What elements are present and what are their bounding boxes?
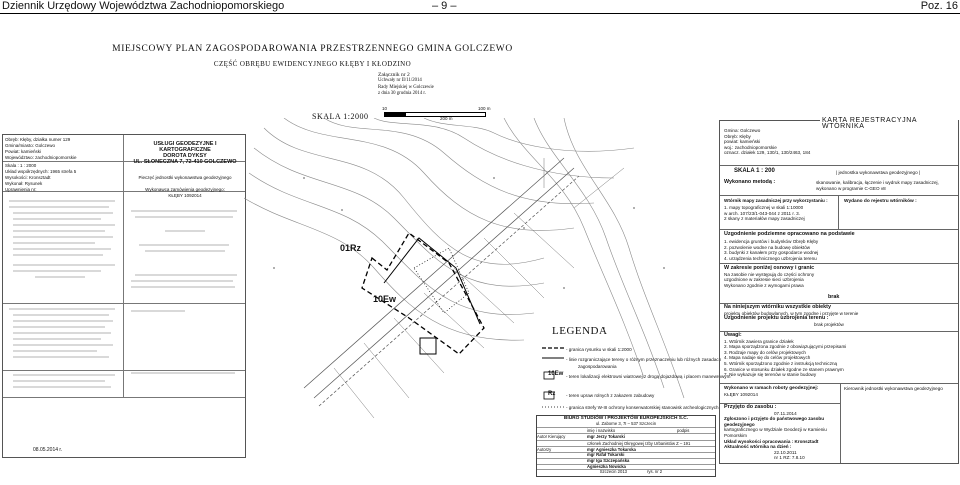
card-text: Gmina: Golczewo [724, 128, 761, 133]
card-notes-label: W zakresie poniżej osnowy i granic [724, 265, 815, 271]
card-text: 1. ewidencja gruntów i budynków Obręb Kłęby [724, 239, 819, 244]
card-notes [724, 266, 954, 288]
card-text: uzgodnione w zakresie sieci uzbrojenia [724, 277, 804, 283]
position-number: Poz. 16 [920, 0, 958, 12]
legend-item: - granica rysunku w skali 1:2000 [566, 347, 632, 352]
card-final-date: 22.10.2011 [774, 449, 797, 455]
authors-header-row [537, 427, 715, 433]
authors-col-name: imię i nazwisko [587, 427, 616, 433]
height-marks [273, 177, 665, 329]
card-text: 4. Mapa nadaje się do celów projektowych [724, 355, 811, 361]
card-none: brak [828, 294, 840, 300]
card-text: w arch. 107/23/1-043-044 z 2011 r. 3. [724, 210, 801, 216]
card-text: brak projektów [814, 321, 844, 327]
attachment-line: z dnia 30 grudnia 2014 r. [378, 90, 426, 96]
registration-card [719, 117, 959, 464]
card-method-label: Wykonano metodą : [724, 179, 776, 185]
panel-text: Wykonawca zamówienia geodezyjnego: [145, 187, 225, 192]
panel-text: Obręb: Kłęby, działka numer 129 [5, 137, 71, 142]
card-text: woj.: zachodniopomorskie [724, 144, 777, 150]
card-text: powiat: kamieński [724, 139, 761, 145]
card-changes-label: Wtórnik mapy zasadniczej przy wykorzystaniu : [724, 198, 828, 203]
authors-table [536, 415, 716, 477]
card-text: kartograficznego w Wydziale Geodezji w Kamieniu Pomorskim [724, 427, 827, 438]
card-text: 1. Wtórnik zawiera granice działek [724, 338, 794, 344]
panel-company [127, 141, 243, 165]
card-scale: SKALA 1 : 200 [734, 168, 775, 174]
header-rule [0, 13, 960, 14]
panel-text: USŁUGI GEODEZYJNE I KARTOGRAFICZNE [153, 141, 217, 153]
attachment-line: Załącznik nr 2 [378, 72, 410, 78]
authors-role [537, 453, 587, 458]
panel-text: Wykonał: Rysunek [5, 181, 43, 186]
card-buildings [724, 305, 954, 327]
scale-tick-mid: 200 m [440, 116, 453, 121]
zone-label-rz: 01Rz [340, 243, 362, 253]
company-address: ul. Zaborne 3, 7I – 537 Szczecin [595, 421, 657, 427]
card-text: 5. Wtórnik sporządzono zgodnie z instrukcją techniczną [724, 360, 838, 366]
authors-person: Agnieszka Nowicka [587, 463, 626, 469]
card-cert-label: Zgłoszono i przyjęto do państwowego zasobu geodezyjnego [724, 416, 825, 427]
card-text: Obręb: Kłęby [724, 133, 751, 139]
card-agreement-label: Uzgodnienie podziemne opracowano na podstawie [724, 231, 855, 237]
card-rule [838, 195, 839, 229]
card-rule [720, 383, 958, 384]
card-company: Kierownik jednostki wykonawstwa geodezyjnego [844, 386, 943, 391]
legend-item: - teren upraw rolnych z zakazem zabudowy [566, 393, 655, 398]
panel-text: Układ współrzędnych: 1965 strefa 5 [5, 169, 77, 174]
plan-title: MIEJSCOWY PLAN ZAGOSPODAROWANIA PRZESTRZENNEGO GMINA GOLCZEWO [112, 44, 513, 54]
card-text: projektu obiektów budowlanych, w tym zgodne i przyjęte w terenie [724, 310, 859, 316]
page-header [0, 0, 960, 14]
card-text: Na zasobie nie występują do części ochrony [724, 271, 815, 277]
card-text: 2 skany z materiałów mapy zasadniczej [724, 216, 805, 222]
authors-role: Autorzy [537, 447, 552, 453]
card-rule [720, 229, 958, 230]
card-rule [840, 383, 841, 463]
legend-item: - teren lokalizacji elektrowni wiatrowej z drogą dojazdową i placem manewrowym [566, 374, 731, 379]
card-buildings-label: Na niniejszym wtórniku wszystkie obiekty [724, 304, 831, 310]
card-heights-value: Aktualność wtórnika na dzień : [724, 444, 792, 450]
legend-symbols [538, 344, 568, 414]
legend-symbol-rz: Rz [548, 391, 556, 397]
card-remarks [724, 333, 954, 378]
journal-title: Dziennik Urzędowy Województwa Zachodniopomorskiego [2, 0, 285, 12]
card-scale-note: | jednostka wykonawstwa geodezyjnego | [836, 170, 921, 175]
authors-role [537, 459, 587, 464]
scale-tick-end: 100 m [478, 106, 491, 111]
panel-text: Powiat: kamieński [5, 149, 42, 154]
card-text: KŁĘBY 1092014 [724, 391, 758, 397]
card-accept-label: Przyjęto do zasobu : [724, 404, 777, 410]
card-rule [720, 263, 958, 264]
authors-row [537, 440, 715, 446]
card-text: 07.11.2014 [774, 410, 797, 416]
card-rule [720, 165, 958, 166]
card-issued: Wydano do rejestru wtórników : [844, 199, 917, 204]
panel-text: Gmina/miasto: Golczewo [5, 143, 56, 148]
card-text: 2. Mapa sporządzona zgodnie z obowiązującymi przepisami [724, 344, 847, 350]
authors-person: członek Zachodniej Okręgowej Izby Urbanistów Z – 191 [587, 440, 691, 446]
card-changes [724, 205, 836, 222]
turbine-site [420, 338, 436, 354]
card-agreement [724, 239, 954, 261]
scale-bar-segment [384, 112, 406, 117]
card-register [724, 386, 838, 397]
card-text: oznacz. działek 129, 130/1, 130/2463, 184 [724, 150, 811, 156]
card-text: 3. Rodzaje mapy do celów projektowych [724, 349, 806, 355]
metric-panel [2, 134, 246, 458]
card-text: 2. pozwolenie wodne na budowę obiektów [724, 244, 811, 250]
contour-lines [244, 118, 684, 398]
attachment-line: Rady Miejskiej w Golczewie [378, 84, 434, 90]
legend-symbol-ew: 10Ew [548, 371, 564, 377]
panel-text: Skala : 1 : 2000 [5, 163, 37, 168]
card-heights-label: Układ wysokości opracowania : Kronsztadt [724, 438, 819, 444]
legend-title: LEGENDA [552, 325, 608, 337]
authors-person: mgr Rafał Tokarski [587, 452, 625, 458]
panel-text: Wysokości: Kronsztadt [5, 175, 51, 180]
card-text: 1. mapy topograficznej w skali 1:10000 [724, 205, 804, 210]
plan-map [244, 118, 714, 463]
card-final-no: nr 1 RZ: 7.8.10 [774, 455, 805, 461]
panel-text: Województwo: zachodniopomorskie [5, 155, 77, 160]
panel-date: 08.05.2014 r. [33, 447, 63, 453]
legend-item: - linie rozgraniczające tereny o różnym przeznaczeniu lub różnych zasadach [566, 357, 722, 362]
card-infra-label: Uzgodnienie projektu uzbrojenia terenu : [724, 315, 829, 322]
card-text: 4. urządzenia technicznego uzbrojenia terenu [724, 255, 817, 261]
card-title: KARTA REJESTRACYJNA WTÓRNIKA [820, 118, 958, 129]
authors-role [537, 465, 587, 470]
legend-item: zagospodarowania [578, 364, 617, 369]
authors-drawing-no: rys. nr 2 [647, 469, 663, 475]
authors-person: mgr Iga Szczepańska [587, 458, 630, 464]
authors-person: mgr Jerzy Tokarski [587, 434, 625, 440]
panel-rule [3, 397, 245, 398]
company-name: BIURO STUDIÓW I PROJEKTÓW EUROPEJSKICH S.C. [563, 416, 689, 421]
authors-role: Autor Kierujący [537, 434, 566, 440]
plan-subtitle: CZĘŚĆ OBRĘBU EWIDENCYJNEGO KŁĘBY I KŁODZINO [213, 60, 412, 68]
panel-text: Uprawnienia nr: [5, 187, 37, 192]
card-remarks-label: Uwagi: [724, 332, 742, 338]
parcel-lines [334, 158, 624, 418]
card-acceptance [724, 405, 838, 461]
card-register-label: Wykonano w ramach roboty geodezyjnej: [724, 386, 819, 391]
card-rule [720, 331, 958, 332]
panel-text: KŁĘBY 1092014 [168, 193, 202, 198]
legend-item: - granica strefy W-III ochrony konserwatorskiej stanowisk archeologicznych [566, 405, 719, 410]
card-rule [720, 195, 958, 196]
panel-scale-info [5, 163, 117, 193]
authors-row [537, 469, 715, 475]
panel-location [5, 137, 117, 161]
scale-label: SKALA 1:2000 [312, 112, 369, 121]
authors-place: Szczecin 2013 [599, 469, 627, 475]
card-location [724, 128, 810, 156]
attachment-line: Uchwały nr II/11/2014 [378, 78, 422, 84]
authors-role [537, 441, 587, 446]
card-method-value: skanowanie, kalibracja, łączenie i wydruk mapy zasadniczej, wykonano w programie C-GEO v8 [816, 180, 939, 191]
panel-text: Pieczęć jednostki wykonawstwa geodezyjnego [138, 175, 232, 180]
card-text: 6. Granice w stosunku działek zgodne ze stanem prawnym [724, 366, 844, 372]
panel-fine-print [5, 195, 243, 395]
card-text: 7. Nie wykazuje się terenów w stanie budowy [724, 372, 817, 378]
authors-col-signature: podpis [677, 427, 690, 433]
authors-person: mgr Agnieszka Tokarska [587, 447, 636, 453]
card-text: Wykonano zgodnie z wymogami prawa [724, 282, 804, 288]
page-number: – 9 – [432, 0, 457, 12]
zone-label-ew: 10Ew [373, 294, 397, 304]
panel-text: UL. SŁONECZNA 7, 72-410 GOLCZEWO [133, 159, 237, 165]
card-text: 3. budynki z kanałem przy gospodarce wodnej [724, 250, 819, 256]
attachment-note [378, 72, 434, 97]
panel-text: DOROTA DYKSY [163, 153, 207, 159]
scale-tick-start: 10 [382, 106, 388, 111]
